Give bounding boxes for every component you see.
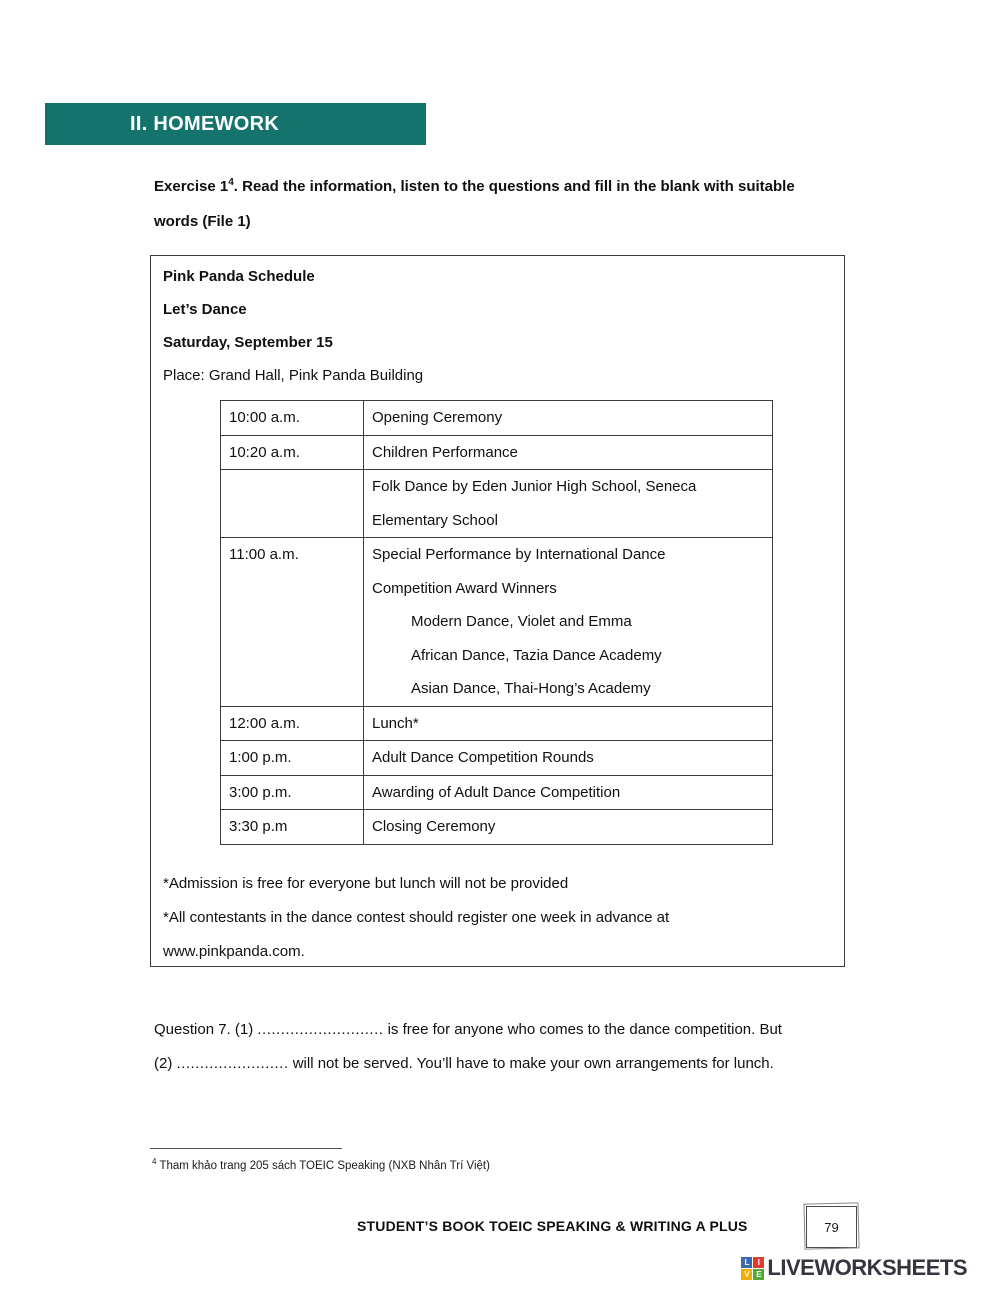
table-row <box>221 435 773 470</box>
schedule-time <box>221 470 364 538</box>
schedule-event: Opening Ceremony <box>364 401 773 436</box>
schedule-event: Lunch* <box>364 706 773 741</box>
exercise-instructions <box>154 169 874 239</box>
schedule-event: Special Performance by International Dance Competition Award Winners Modern Dance, Violet and Emma African Dance, Tazia Dance Academy Asian Dance, Thai-Hong’s Academy <box>364 538 773 707</box>
note-line: *Admission is free for everyone but lunch will not be provided <box>163 874 569 892</box>
table-row <box>221 810 773 845</box>
schedule-event: Adult Dance Competition Rounds <box>364 741 773 776</box>
question-line2: (2) ........................ will not be served. You’ll have to make your own arrangements for lunch. <box>154 1055 774 1072</box>
schedule-time: 10:00 a.m. <box>221 401 364 436</box>
schedule-time: 10:20 a.m. <box>221 435 364 470</box>
footnote-marker: 4 <box>152 1157 157 1167</box>
schedule-table <box>220 400 773 845</box>
question-7 <box>154 1013 884 1081</box>
book-title: STUDENT’S BOOK TOEIC SPEAKING & WRITING A PLUS <box>357 1218 748 1234</box>
question-line1: Question 7. (1) ........................... is free for anyone who comes to the dance competition. But <box>154 1021 782 1038</box>
table-row <box>221 401 773 436</box>
schedule-time: 12:00 a.m. <box>221 706 364 741</box>
logo-square-l: L <box>741 1257 752 1268</box>
schedule-box <box>150 255 845 967</box>
schedule-title: Pink Panda Schedule <box>163 268 315 285</box>
schedule-time: 3:30 p.m <box>221 810 364 845</box>
schedule-notes <box>163 867 832 969</box>
table-row <box>221 741 773 776</box>
logo-square-v: V <box>741 1269 752 1280</box>
note-line: www.pinkpanda.com. <box>163 942 305 960</box>
exercise-instructions-line1: Exercise $1^4$. Read the information, listen to the questions and fill in the blank with suitable <box>154 177 795 195</box>
footnote: $^4$ Tham khảo trang 205 sách TOEIC Speaking (NXB Nhân Trí Việt) <box>152 1157 490 1172</box>
answer-blank-2[interactable]: ........................ <box>176 1055 289 1072</box>
schedule-place: Place: Grand Hall, Pink Panda Building <box>163 367 424 384</box>
schedule-event-name: Let’s Dance <box>163 301 247 318</box>
footnote-divider <box>150 1148 342 1149</box>
table-row <box>221 775 773 810</box>
page-number-box <box>806 1206 857 1248</box>
page-number: 79 <box>824 1219 839 1235</box>
footnote-reference: 4 <box>228 177 234 188</box>
answer-blank-1[interactable]: ........................... <box>257 1021 384 1038</box>
logo-square-i: I <box>753 1257 764 1268</box>
liveworksheets-icon <box>741 1257 764 1280</box>
table-row <box>221 470 773 538</box>
schedule-event: Folk Dance by Eden Junior High School, Seneca Elementary School <box>364 470 773 538</box>
table-row <box>221 706 773 741</box>
exercise-instructions-line2: words (File 1) <box>154 213 251 230</box>
schedule-event: Awarding of Adult Dance Competition <box>364 775 773 810</box>
table-row <box>221 538 773 707</box>
schedule-event: Closing Ceremony <box>364 810 773 845</box>
schedule-time: 3:00 p.m. <box>221 775 364 810</box>
liveworksheets-wordmark: LIVEWORKSHEETS <box>767 1255 967 1280</box>
liveworksheets-logo <box>741 1253 967 1283</box>
note-line: *All contestants in the dance contest should register one week in advance at <box>163 908 670 926</box>
section-header <box>45 103 426 145</box>
schedule-time: 1:00 p.m. <box>221 741 364 776</box>
section-header-label: II. HOMEWORK <box>130 112 280 135</box>
logo-square-e: E <box>753 1269 764 1280</box>
schedule-time: 11:00 a.m. <box>221 538 364 707</box>
schedule-event: Children Performance <box>364 435 773 470</box>
schedule-date: Saturday, September 15 <box>163 334 333 351</box>
